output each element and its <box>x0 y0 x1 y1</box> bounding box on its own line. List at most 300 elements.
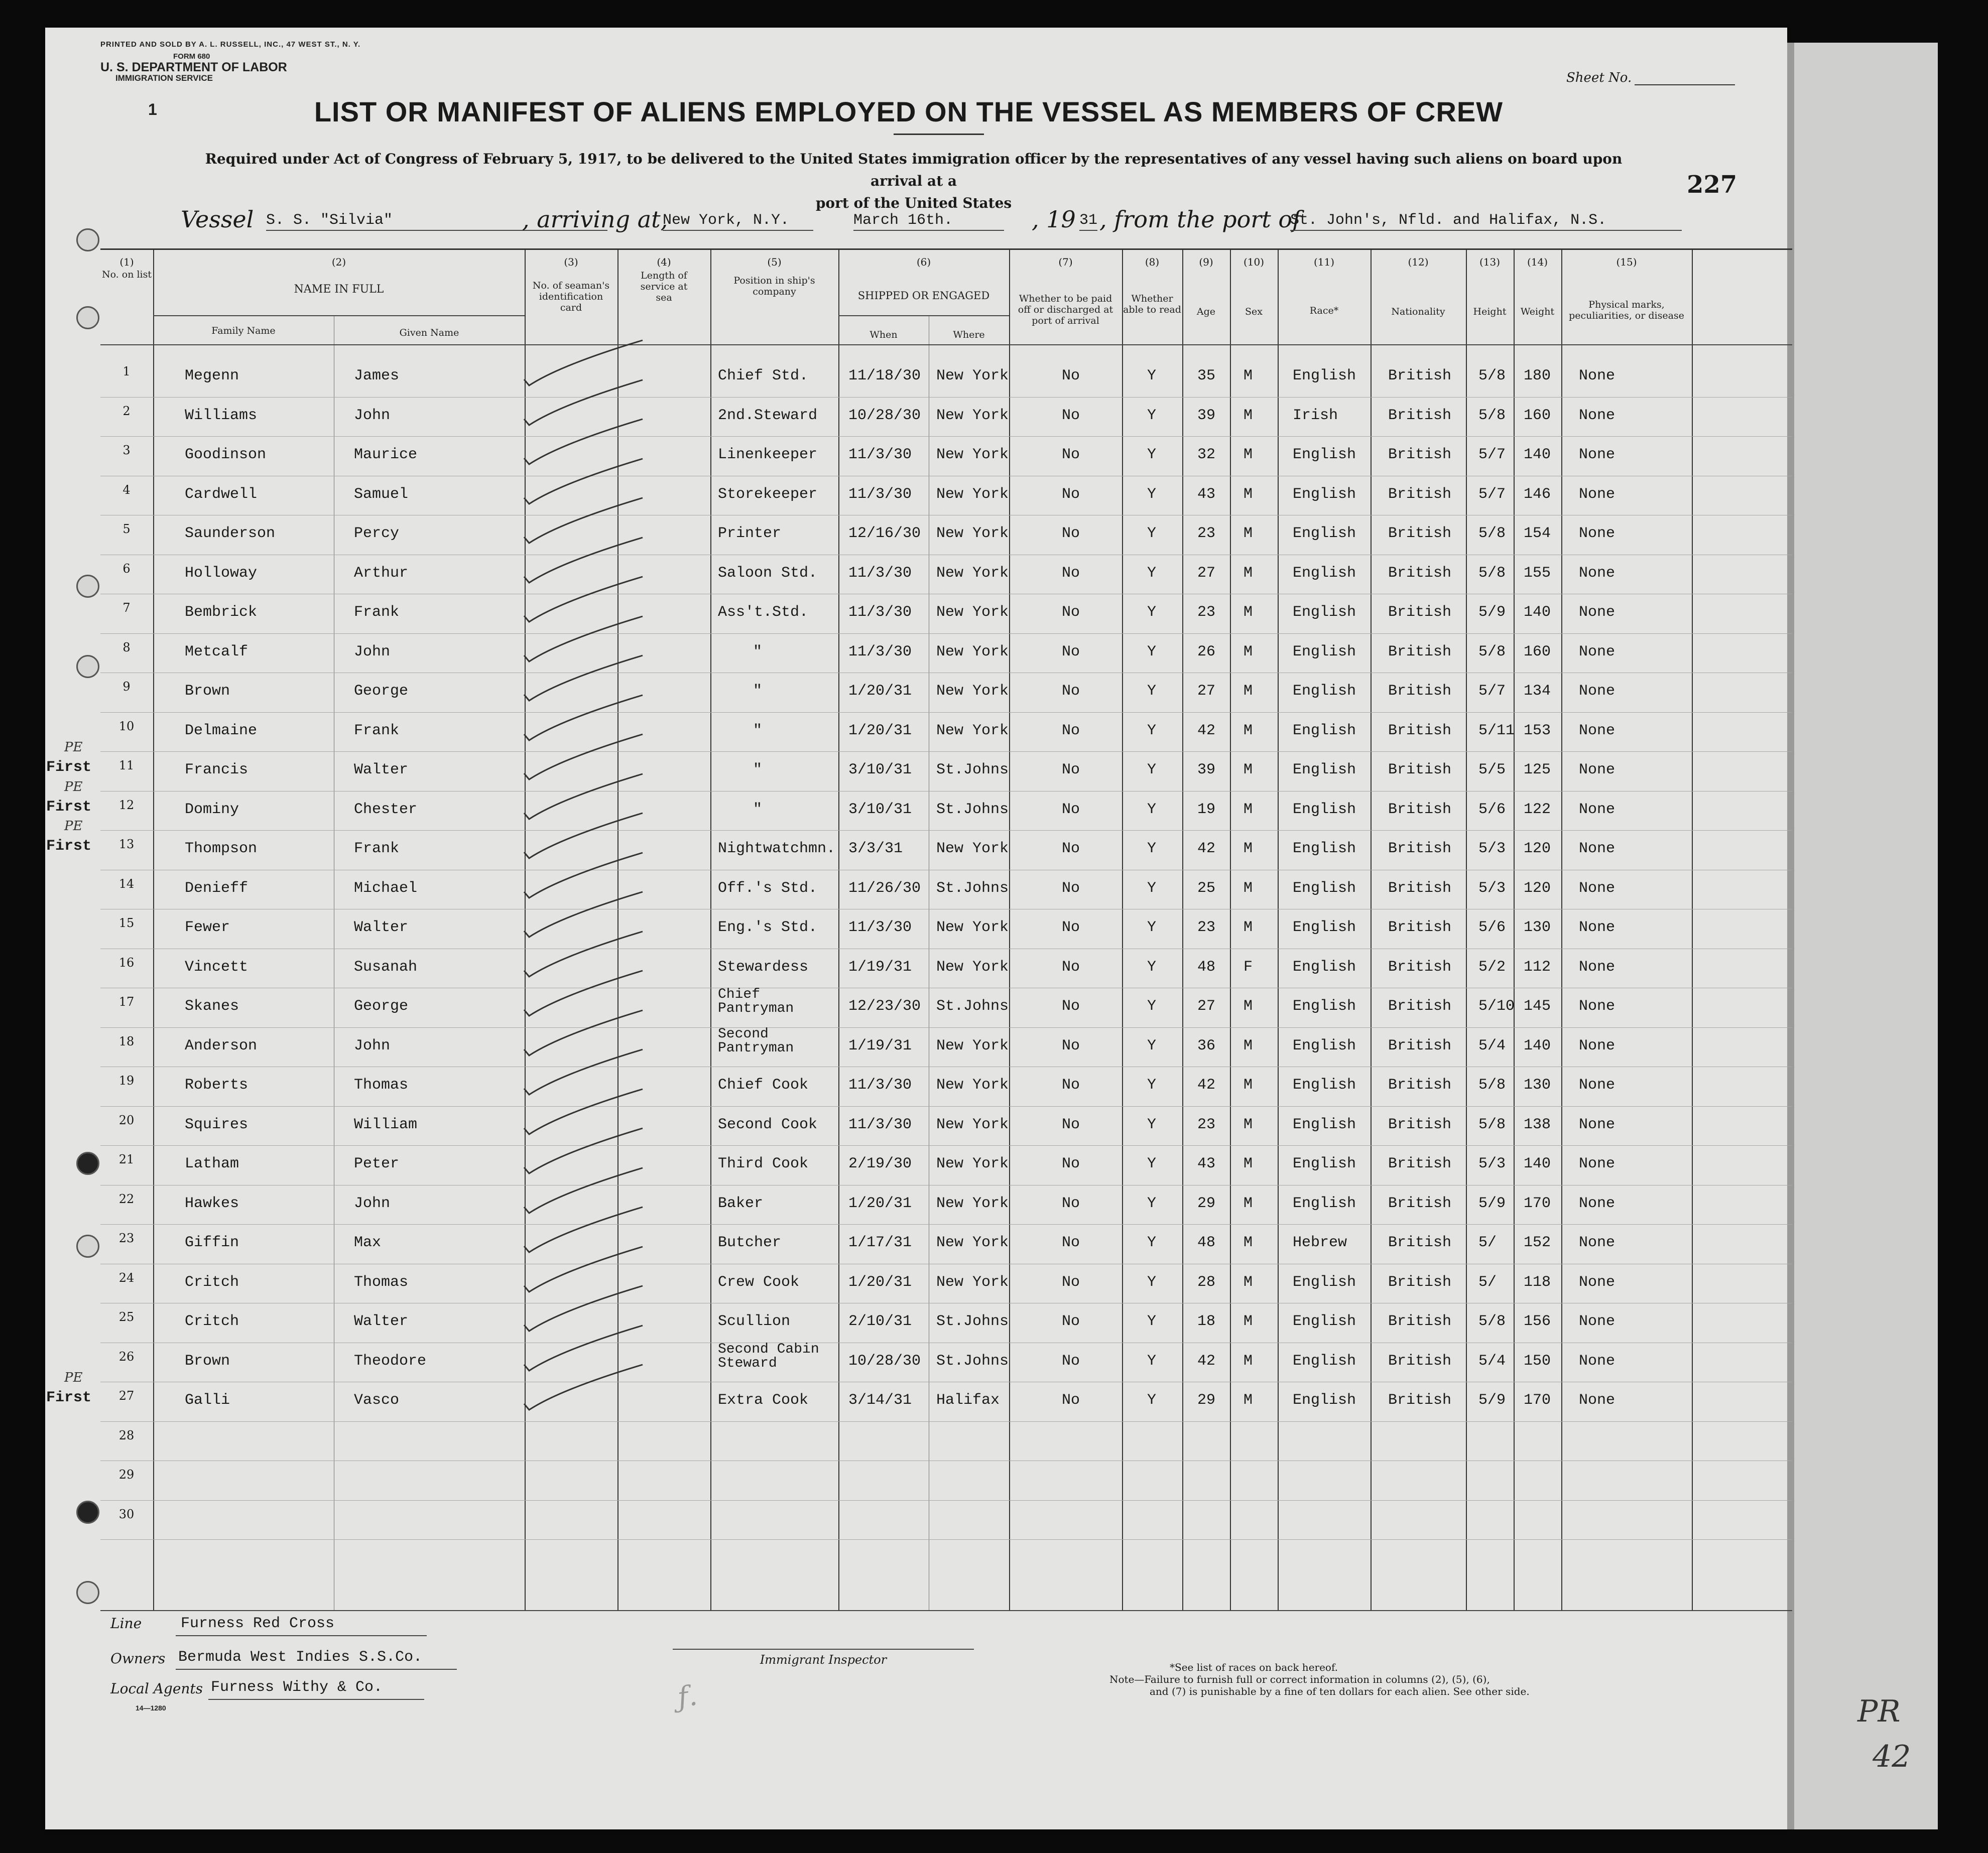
given-name-cell: Susanah <box>354 958 418 976</box>
able-to-read-cell: Y <box>1147 485 1157 503</box>
where-cell: New York <box>936 1234 1009 1251</box>
row-number: 19 <box>118 1074 135 1088</box>
age-cell: 27 <box>1197 683 1216 700</box>
weight-cell: 160 <box>1524 643 1551 660</box>
race-cell: English <box>1293 722 1356 739</box>
position-cell: Chief Cook <box>718 1077 809 1094</box>
position-cell: Baker <box>718 1195 764 1212</box>
row-rule <box>100 1500 1792 1501</box>
height-cell: 5/8 <box>1478 1313 1506 1330</box>
owners-label: Owners <box>110 1650 166 1667</box>
nationality-cell: British <box>1388 446 1452 463</box>
header-rule <box>838 315 1009 316</box>
column-rule <box>1122 250 1123 1610</box>
position-cell: Extra Cook <box>718 1392 809 1409</box>
side-annotation-pr: PR <box>1857 1694 1901 1729</box>
col-num-9: (9) <box>1199 256 1213 268</box>
sex-cell: M <box>1244 1077 1253 1094</box>
footnote-penalty-1: Note—Failure to furnish full or correct information in columns (2), (5), (6), <box>1109 1673 1490 1685</box>
family-name-cell: Holloway <box>185 564 258 582</box>
given-name-cell: George <box>354 998 409 1015</box>
sex-cell: M <box>1244 879 1253 897</box>
given-name-cell: Walter <box>354 919 409 936</box>
where-cell: New York <box>936 1155 1009 1172</box>
vessel-label: Vessel <box>181 206 254 233</box>
race-cell: Hebrew <box>1293 1234 1347 1251</box>
col-header-physical-marks: Physical marks, peculiarities, or disease <box>1569 299 1684 321</box>
row-rule <box>100 1421 1792 1422</box>
col-header-name-in-full: NAME IN FULL <box>294 283 384 296</box>
physical-marks-cell: None <box>1579 722 1616 739</box>
able-to-read-cell: Y <box>1147 643 1157 660</box>
weight-cell: 145 <box>1524 998 1551 1015</box>
row-number: 21 <box>118 1152 135 1166</box>
arrival-year: 31 <box>1079 212 1097 231</box>
weight-cell: 120 <box>1524 879 1551 897</box>
family-name-cell: Giffin <box>185 1234 239 1251</box>
weight-cell: 160 <box>1524 407 1551 424</box>
weight-cell: 122 <box>1524 801 1551 818</box>
paid-off-cell: No <box>1062 1037 1080 1054</box>
height-cell: 5/10 <box>1478 998 1515 1015</box>
given-name-cell: Maurice <box>354 446 418 463</box>
column-rule <box>1182 250 1183 1610</box>
height-cell: 5/2 <box>1478 958 1506 976</box>
column-rule <box>710 250 711 1610</box>
family-name-cell: Anderson <box>185 1037 258 1054</box>
paid-off-cell: No <box>1062 1116 1080 1133</box>
age-cell: 23 <box>1197 919 1216 936</box>
sex-cell: M <box>1244 1313 1253 1330</box>
physical-marks-cell: None <box>1579 564 1616 582</box>
race-cell: English <box>1293 1273 1356 1291</box>
position-cell: Storekeeper <box>718 485 818 503</box>
nationality-cell: British <box>1388 1392 1452 1409</box>
row-rule <box>100 633 1792 634</box>
margin-note-initials: PE <box>64 1370 83 1385</box>
weight-cell: 170 <box>1524 1392 1551 1409</box>
column-rule <box>1514 250 1515 1610</box>
row-number: 10 <box>118 719 135 733</box>
paid-off-cell: No <box>1062 564 1080 582</box>
col-num-5: (5) <box>767 256 782 268</box>
race-cell: English <box>1293 801 1356 818</box>
where-cell: New York <box>936 643 1009 660</box>
nationality-cell: British <box>1388 407 1452 424</box>
nationality-cell: British <box>1388 1155 1452 1172</box>
family-name-cell: Roberts <box>185 1077 248 1094</box>
where-cell: St.Johns <box>936 761 1009 778</box>
subtitle-line-2: port of the United States <box>815 195 1012 211</box>
family-name-cell: Dominy <box>185 801 239 818</box>
binder-hole <box>76 228 99 251</box>
position-cell: Butcher <box>718 1234 782 1251</box>
nationality-cell: British <box>1388 643 1452 660</box>
position-cell: " <box>753 683 763 700</box>
where-cell: New York <box>936 604 1009 621</box>
paid-off-cell: No <box>1062 485 1080 503</box>
row-rule <box>100 712 1792 713</box>
col-num-6: (6) <box>916 256 931 268</box>
age-cell: 29 <box>1197 1392 1216 1409</box>
row-rule <box>100 1106 1792 1107</box>
height-cell: 5/7 <box>1478 446 1506 463</box>
family-name-cell: Megenn <box>185 367 239 384</box>
margin-note-first: First <box>46 798 92 816</box>
weight-cell: 118 <box>1524 1273 1551 1291</box>
when-cell: 1/19/31 <box>848 1037 912 1054</box>
race-cell: English <box>1293 1313 1356 1330</box>
paid-off-cell: No <box>1062 367 1080 384</box>
row-number: 17 <box>118 995 135 1009</box>
paid-off-cell: No <box>1062 801 1080 818</box>
nationality-cell: British <box>1388 485 1452 503</box>
weight-cell: 152 <box>1524 1234 1551 1251</box>
position-cell-line-2: Steward <box>718 1355 777 1371</box>
binder-hole <box>76 1581 99 1604</box>
paid-off-cell: No <box>1062 643 1080 660</box>
when-cell: 11/3/30 <box>848 1116 912 1133</box>
where-cell: New York <box>936 1273 1009 1291</box>
paid-off-cell: No <box>1062 604 1080 621</box>
nationality-cell: British <box>1388 525 1452 542</box>
row-number: 15 <box>118 916 135 930</box>
line-value: Furness Red Cross <box>181 1615 335 1632</box>
height-cell: 5/11 <box>1478 722 1515 739</box>
height-cell: 5/7 <box>1478 683 1506 700</box>
height-cell: 5/8 <box>1478 525 1506 542</box>
arriving-label: , arriving at, <box>522 206 668 233</box>
able-to-read-cell: Y <box>1147 1392 1157 1409</box>
nationality-cell: British <box>1388 604 1452 621</box>
sex-cell: M <box>1244 1273 1253 1291</box>
sex-cell: M <box>1244 367 1253 384</box>
row-number: 22 <box>118 1192 135 1206</box>
race-cell: English <box>1293 1077 1356 1094</box>
when-cell: 10/28/30 <box>848 1352 921 1370</box>
sex-cell: M <box>1244 998 1253 1015</box>
family-name-cell: Bembrick <box>185 604 258 621</box>
weight-cell: 120 <box>1524 840 1551 857</box>
column-rule <box>1692 250 1693 1610</box>
column-rule <box>1278 250 1279 1610</box>
physical-marks-cell: None <box>1579 840 1616 857</box>
height-cell: 5/8 <box>1478 407 1506 424</box>
physical-marks-cell: None <box>1579 761 1616 778</box>
nationality-cell: British <box>1388 919 1452 936</box>
row-number: 8 <box>122 640 131 654</box>
position-cell-line-1: Second Cabin <box>718 1341 819 1357</box>
where-cell: New York <box>936 683 1009 700</box>
able-to-read-cell: Y <box>1147 1195 1157 1212</box>
height-cell: 5/3 <box>1478 879 1506 897</box>
where-cell: New York <box>936 840 1009 857</box>
when-cell: 11/3/30 <box>848 485 912 503</box>
physical-marks-cell: None <box>1579 1313 1616 1330</box>
race-cell: English <box>1293 1037 1356 1054</box>
height-cell: 5/3 <box>1478 840 1506 857</box>
nationality-cell: British <box>1388 1077 1452 1094</box>
able-to-read-cell: Y <box>1147 1116 1157 1133</box>
physical-marks-cell: None <box>1579 446 1616 463</box>
position-cell: Crew Cook <box>718 1273 800 1291</box>
race-cell: English <box>1293 840 1356 857</box>
able-to-read-cell: Y <box>1147 1273 1157 1291</box>
row-rule <box>100 830 1792 831</box>
row-number: 26 <box>118 1349 135 1364</box>
given-name-cell: Michael <box>354 879 418 897</box>
where-cell: New York <box>936 722 1009 739</box>
footnote <box>1109 1661 1591 1697</box>
weight-cell: 130 <box>1524 1077 1551 1094</box>
age-cell: 39 <box>1197 407 1216 424</box>
age-cell: 42 <box>1197 722 1216 739</box>
col-header-nationality: Nationality <box>1391 306 1445 317</box>
weight-cell: 138 <box>1524 1116 1551 1133</box>
position-cell: Saloon Std. <box>718 564 818 582</box>
given-name-cell: Max <box>354 1234 382 1251</box>
family-name-cell: Denieff <box>185 879 248 897</box>
paid-off-cell: No <box>1062 919 1080 936</box>
where-cell: New York <box>936 367 1009 384</box>
height-cell: 5/ <box>1478 1273 1497 1291</box>
weight-cell: 134 <box>1524 683 1551 700</box>
physical-marks-cell: None <box>1579 801 1616 818</box>
weight-cell: 140 <box>1524 1037 1551 1054</box>
row-number: 27 <box>118 1389 135 1403</box>
race-cell: English <box>1293 525 1356 542</box>
row-rule <box>100 1145 1792 1146</box>
row-number: 30 <box>118 1507 135 1521</box>
given-name-cell: James <box>354 367 400 384</box>
paid-off-cell: No <box>1062 840 1080 857</box>
footnote-races: *See list of races on back hereof. <box>1170 1661 1338 1673</box>
sex-cell: M <box>1244 1195 1253 1212</box>
height-cell: 5/6 <box>1478 919 1506 936</box>
position-cell: " <box>753 643 763 660</box>
col-header-given-name: Given Name <box>399 327 459 338</box>
col-header-shipped-or-engaged: SHIPPED OR ENGAGED <box>857 290 990 302</box>
when-cell: 1/17/31 <box>848 1234 912 1251</box>
when-cell: 3/3/31 <box>848 840 903 857</box>
weight-cell: 180 <box>1524 367 1551 384</box>
sex-cell: M <box>1244 1116 1253 1133</box>
sex-cell: M <box>1244 1155 1253 1172</box>
physical-marks-cell: None <box>1579 958 1616 976</box>
form-number: FORM 680 <box>173 52 210 61</box>
family-name-cell: Vincett <box>185 958 248 976</box>
position-cell: Ass't.Std. <box>718 604 809 621</box>
col-header-age: Age <box>1196 306 1216 317</box>
when-cell: 11/3/30 <box>848 446 912 463</box>
column-rule <box>1466 250 1467 1610</box>
sheet-number-field <box>1566 70 1735 85</box>
height-cell: 5/3 <box>1478 1155 1506 1172</box>
col-header-when: When <box>869 329 898 340</box>
binder-hole <box>76 1501 99 1524</box>
age-cell: 42 <box>1197 1077 1216 1094</box>
position-cell: Third Cook <box>718 1155 809 1172</box>
margin-note-first: First <box>46 759 92 776</box>
binder-hole <box>76 1235 99 1258</box>
weight-cell: 112 <box>1524 958 1551 976</box>
height-cell: 5/7 <box>1478 485 1506 503</box>
row-rule <box>100 1539 1792 1540</box>
age-cell: 35 <box>1197 367 1216 384</box>
race-cell: English <box>1293 446 1356 463</box>
row-number: 14 <box>118 876 135 891</box>
paid-off-cell: No <box>1062 1273 1080 1291</box>
nationality-cell: British <box>1388 879 1452 897</box>
age-cell: 32 <box>1197 446 1216 463</box>
race-cell: English <box>1293 998 1356 1015</box>
title-rule <box>894 134 984 135</box>
paid-off-cell: No <box>1062 1195 1080 1212</box>
given-name-cell: Chester <box>354 801 418 818</box>
printer-credit: PRINTED AND SOLD BY A. L. RUSSELL, INC., 47 WEST ST., N. Y. <box>100 40 361 49</box>
position-cell: " <box>753 801 763 818</box>
sex-cell: M <box>1244 643 1253 660</box>
paid-off-cell: No <box>1062 722 1080 739</box>
row-rule <box>100 1224 1792 1225</box>
height-cell: 5/8 <box>1478 643 1506 660</box>
where-cell: New York <box>936 525 1009 542</box>
column-rule <box>1371 250 1372 1610</box>
given-name-cell: John <box>354 407 391 424</box>
col-num-7: (7) <box>1058 256 1073 268</box>
row-rule <box>100 397 1792 398</box>
family-name-cell: Goodinson <box>185 446 267 463</box>
physical-marks-cell: None <box>1579 367 1616 384</box>
row-number: 16 <box>118 955 135 970</box>
when-cell: 1/20/31 <box>848 1195 912 1212</box>
age-cell: 27 <box>1197 564 1216 582</box>
where-cell: New York <box>936 958 1009 976</box>
sex-cell: M <box>1244 407 1253 424</box>
local-agents-label: Local Agents <box>110 1680 203 1697</box>
col-header-where: Where <box>953 329 985 340</box>
row-number: 1 <box>122 364 131 378</box>
age-cell: 25 <box>1197 879 1216 897</box>
age-cell: 42 <box>1197 840 1216 857</box>
able-to-read-cell: Y <box>1147 1077 1157 1094</box>
when-cell: 10/28/30 <box>848 407 921 424</box>
paid-off-cell: No <box>1062 683 1080 700</box>
given-name-cell: Vasco <box>354 1392 400 1409</box>
able-to-read-cell: Y <box>1147 407 1157 424</box>
col-header-id-card: No. of seaman's identification card <box>532 280 610 313</box>
nationality-cell: British <box>1388 564 1452 582</box>
able-to-read-cell: Y <box>1147 1313 1157 1330</box>
page-subtitle <box>181 148 1647 214</box>
height-cell: 5/6 <box>1478 801 1506 818</box>
where-cell: New York <box>936 485 1009 503</box>
physical-marks-cell: None <box>1579 1037 1616 1054</box>
col-num-2: (2) <box>331 256 346 268</box>
position-cell-line-1: Chief <box>718 987 761 1002</box>
when-cell: 11/3/30 <box>848 643 912 660</box>
given-name-cell: Walter <box>354 761 409 778</box>
row-number: 13 <box>118 837 135 851</box>
where-cell: St.Johns <box>936 801 1009 818</box>
col-num-8: (8) <box>1145 256 1160 268</box>
where-cell: St.Johns <box>936 1313 1009 1330</box>
physical-marks-cell: None <box>1579 998 1616 1015</box>
paid-off-cell: No <box>1062 998 1080 1015</box>
position-cell: Eng.'s Std. <box>718 919 818 936</box>
race-cell: English <box>1293 879 1356 897</box>
paid-off-cell: No <box>1062 407 1080 424</box>
vessel-line <box>181 206 1687 241</box>
weight-cell: 154 <box>1524 525 1551 542</box>
family-name-cell: Thompson <box>185 840 258 857</box>
col-num-15: (15) <box>1616 256 1637 268</box>
nationality-cell: British <box>1388 1116 1452 1133</box>
footnote-penalty-2: and (7) is punishable by a fine of ten dollars for each alien. See other side. <box>1150 1685 1530 1697</box>
family-name-cell: Squires <box>185 1116 248 1133</box>
sex-cell: M <box>1244 1234 1253 1251</box>
owners-value: Bermuda West Indies S.S.Co. <box>178 1649 423 1666</box>
position-cell: Scullion <box>718 1313 791 1330</box>
age-cell: 36 <box>1197 1037 1216 1054</box>
when-cell: 1/19/31 <box>848 958 912 976</box>
col-header-length-of-service: Length of service at sea <box>640 270 688 303</box>
row-number: 12 <box>118 798 135 812</box>
nationality-cell: British <box>1388 683 1452 700</box>
paid-off-cell: No <box>1062 1352 1080 1370</box>
physical-marks-cell: None <box>1579 525 1616 542</box>
race-cell: English <box>1293 367 1356 384</box>
department-name: U. S. DEPARTMENT OF LABOR <box>100 60 287 74</box>
where-cell: St.Johns <box>936 998 1009 1015</box>
family-name-cell: Francis <box>185 761 248 778</box>
family-name-cell: Brown <box>185 1352 230 1370</box>
col-header-weight: Weight <box>1520 306 1555 317</box>
sex-cell: M <box>1244 446 1253 463</box>
header-rule <box>153 315 525 316</box>
where-cell: New York <box>936 1037 1009 1054</box>
position-cell: Stewardess <box>718 958 809 976</box>
age-cell: 39 <box>1197 761 1216 778</box>
given-name-cell: Thomas <box>354 1077 409 1094</box>
col-num-3: (3) <box>564 256 578 268</box>
col-header-race: Race* <box>1309 305 1339 316</box>
binder-hole <box>76 655 99 678</box>
race-cell: English <box>1293 1392 1356 1409</box>
physical-marks-cell: None <box>1579 643 1616 660</box>
given-name-cell: John <box>354 643 391 660</box>
paid-off-cell: No <box>1062 958 1080 976</box>
when-cell: 2/19/30 <box>848 1155 912 1172</box>
sex-cell: M <box>1244 801 1253 818</box>
sex-cell: M <box>1244 604 1253 621</box>
position-cell: Off.'s Std. <box>718 879 818 897</box>
nationality-cell: British <box>1388 1313 1452 1330</box>
nationality-cell: British <box>1388 998 1452 1015</box>
where-cell: New York <box>936 1116 1009 1133</box>
age-cell: 43 <box>1197 485 1216 503</box>
agents-underline <box>208 1699 424 1700</box>
given-name-cell: Frank <box>354 722 400 739</box>
paid-off-cell: No <box>1062 761 1080 778</box>
column-rule <box>153 250 154 1610</box>
physical-marks-cell: None <box>1579 604 1616 621</box>
able-to-read-cell: Y <box>1147 722 1157 739</box>
row-number: 3 <box>122 443 131 457</box>
margin-note-initials: PE <box>64 779 83 795</box>
paid-off-cell: No <box>1062 1392 1080 1409</box>
sheet-number-label: Sheet No. <box>1566 70 1632 85</box>
